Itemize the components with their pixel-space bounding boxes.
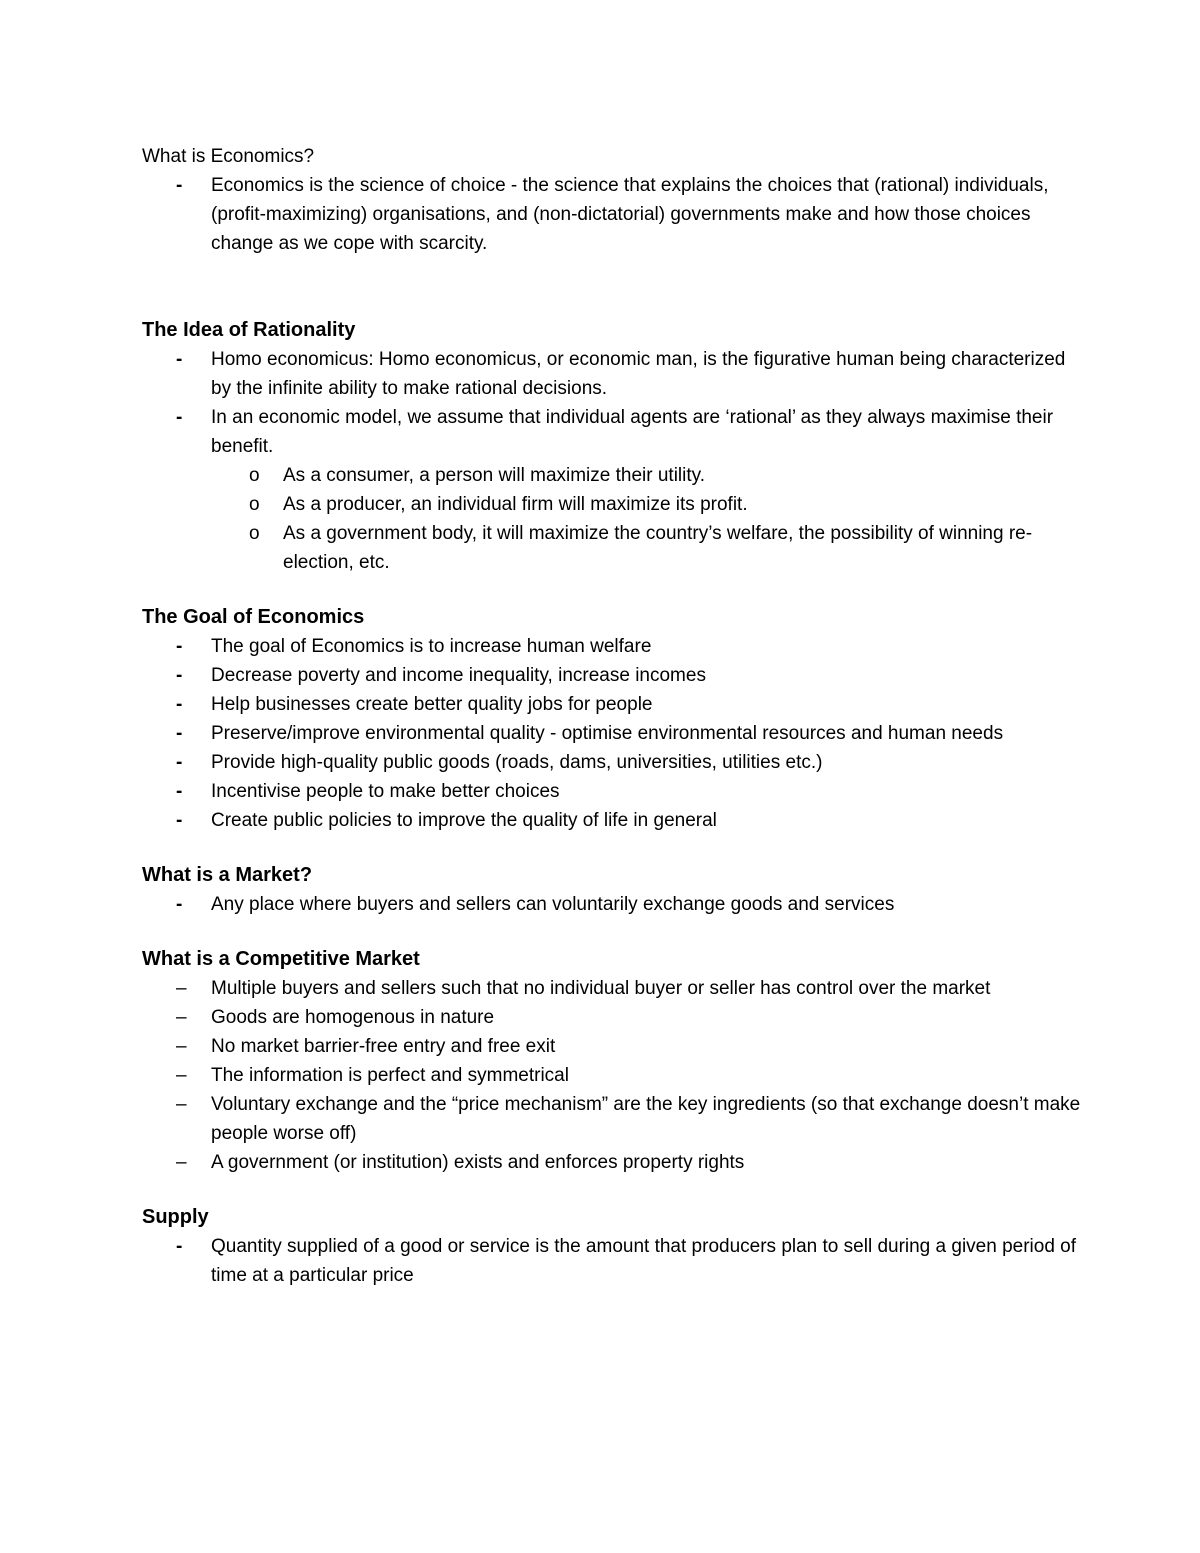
list-item	[142, 1090, 1082, 1148]
dash-bullet: -	[176, 665, 183, 686]
dash-bullet: -	[176, 636, 183, 657]
dash-bullet: -	[176, 694, 183, 715]
list-item-text: Help businesses create better quality jobs for people	[211, 694, 653, 715]
list-item-text: Economics is the science of choice - the science that explains the choices that (rational) individuals, (profit-maximizing) organisations, and (non-dictatorial) governments make and how those choices change as we cope with scarcity.	[211, 175, 1049, 254]
dash-bullet: -	[176, 810, 183, 831]
list-item	[142, 1061, 1082, 1090]
dash-bullet: -	[176, 175, 183, 196]
circle-bullet: o	[249, 494, 260, 515]
bullet-list	[142, 1232, 1082, 1290]
list-item-text: Create public policies to improve the quality of life in general	[211, 810, 717, 831]
emdash-bullet: –	[176, 978, 187, 999]
list-item	[142, 1148, 1082, 1177]
dash-bullet: -	[176, 781, 183, 802]
list-item	[142, 690, 1082, 719]
list-item-text: A government (or institution) exists and enforces property rights	[211, 1152, 745, 1173]
list-item	[142, 719, 1082, 748]
bullet-list	[142, 171, 1082, 258]
sub-bullet-list	[142, 461, 1082, 577]
sub-list-item-text: As a consumer, a person will maximize their utility.	[283, 465, 706, 486]
list-item	[142, 632, 1082, 661]
section-competitive-market	[142, 945, 1082, 1177]
sub-list-item	[142, 461, 1082, 490]
sub-list-item	[142, 519, 1082, 577]
dash-bullet: -	[176, 894, 183, 915]
emdash-bullet: –	[176, 1036, 187, 1057]
section-title: What is a Competitive Market	[142, 948, 420, 970]
section-goal-of-economics	[142, 603, 1082, 835]
list-item	[142, 1003, 1082, 1032]
emdash-bullet: –	[176, 1152, 187, 1173]
emdash-bullet: –	[176, 1065, 187, 1086]
sub-list-item-text: As a producer, an individual firm will maximize its profit.	[283, 494, 748, 515]
dash-bullet: -	[176, 1236, 183, 1257]
section-supply	[142, 1203, 1082, 1290]
list-item-text: Incentivise people to make better choices	[211, 781, 560, 802]
list-item-text: The information is perfect and symmetrical	[211, 1065, 569, 1086]
dash-bullet: -	[176, 752, 183, 773]
list-item-text: In an economic model, we assume that individual agents are ‘rational’ as they always maximise their benefit.	[211, 407, 1054, 457]
list-item	[142, 171, 1082, 258]
list-item-text: The goal of Economics is to increase human welfare	[211, 636, 652, 657]
list-item-text: Decrease poverty and income inequality, increase incomes	[211, 665, 706, 686]
section-title: The Idea of Rationality	[142, 319, 356, 341]
section-idea-of-rationality	[142, 316, 1082, 577]
list-item	[142, 1232, 1082, 1290]
sub-list-item	[142, 490, 1082, 519]
section-what-is-a-market	[142, 861, 1082, 919]
list-item-text: Multiple buyers and sellers such that no individual buyer or seller has control over the market	[211, 978, 991, 999]
list-item-text: Voluntary exchange and the “price mechanism” are the key ingredients (so that exchange doesn’t make people worse off)	[211, 1094, 1081, 1144]
list-item-text: Preserve/improve environmental quality - optimise environmental resources and human needs	[211, 723, 1004, 744]
list-item	[142, 1032, 1082, 1061]
list-item	[142, 345, 1082, 403]
bullet-list	[142, 632, 1082, 835]
list-item	[142, 403, 1082, 461]
section-title: What is a Market?	[142, 864, 313, 886]
emdash-bullet: –	[176, 1094, 187, 1115]
section-title: The Goal of Economics	[142, 606, 365, 628]
list-item	[142, 890, 1082, 919]
dash-bullet: -	[176, 349, 183, 370]
list-item-text: Homo economicus: Homo economicus, or economic man, is the figurative human being characterized by the infinite ability to make rational decisions.	[211, 349, 1066, 399]
dash-bullet: -	[176, 407, 183, 428]
list-item	[142, 777, 1082, 806]
emdash-bullet: –	[176, 1007, 187, 1028]
list-item	[142, 661, 1082, 690]
section-what-is-economics	[142, 142, 1082, 258]
list-item-text: Any place where buyers and sellers can voluntarily exchange goods and services	[211, 894, 895, 915]
sub-list-item-text: As a government body, it will maximize the country’s welfare, the possibility of winning re-election, etc.	[283, 523, 1033, 573]
list-item	[142, 748, 1082, 777]
list-item-text: Quantity supplied of a good or service is the amount that producers plan to sell during a given period of time at a particular price	[211, 1236, 1077, 1286]
dash-bullet: -	[176, 723, 183, 744]
list-item-text: No market barrier-free entry and free exit	[211, 1036, 556, 1057]
list-item-text: Provide high-quality public goods (roads, dams, universities, utilities etc.)	[211, 752, 823, 773]
bullet-list	[142, 974, 1082, 1177]
circle-bullet: o	[249, 523, 260, 544]
bullet-list	[142, 890, 1082, 919]
section-title: What is Economics?	[142, 146, 315, 167]
circle-bullet: o	[249, 465, 260, 486]
list-item-text: Goods are homogenous in nature	[211, 1007, 495, 1028]
list-item	[142, 806, 1082, 835]
section-title: Supply	[142, 1206, 209, 1228]
document-page	[142, 142, 1082, 1290]
bullet-list	[142, 345, 1082, 461]
list-item	[142, 974, 1082, 1003]
